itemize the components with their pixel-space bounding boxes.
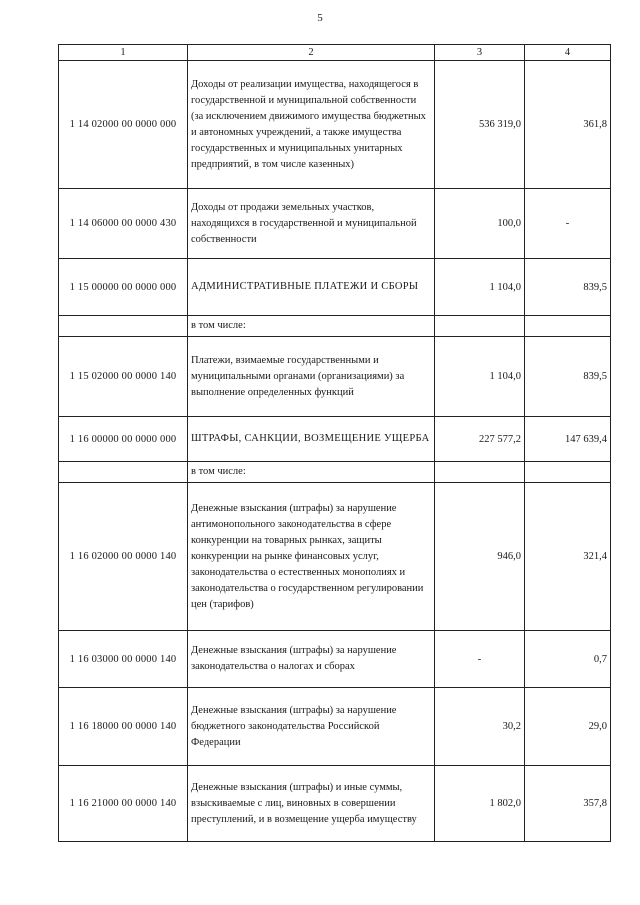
row-code: 1 16 00000 00 0000 000 [59, 417, 188, 462]
row-value-col3: 227 577,2 [435, 417, 525, 462]
row-code: 1 14 02000 00 0000 000 [59, 61, 188, 189]
row-name: в том числе: [188, 462, 435, 483]
row-code: 1 15 00000 00 0000 000 [59, 259, 188, 316]
header-col-2: 2 [188, 45, 435, 61]
table-row [59, 631, 611, 688]
row-value-col3: 946,0 [435, 483, 525, 631]
table-row [59, 61, 611, 189]
header-col-4: 4 [525, 45, 611, 61]
row-value-col3: 536 319,0 [435, 61, 525, 189]
row-value-col4 [525, 462, 611, 483]
row-value-col4: 839,5 [525, 337, 611, 417]
row-name: в том числе: [188, 316, 435, 337]
row-name: Денежные взыскания (штрафы) за нарушение бюджетного законодательства Российской Федерации [188, 688, 435, 766]
row-value-col4: - [525, 189, 611, 259]
row-value-col3: 1 104,0 [435, 337, 525, 417]
table-row [59, 766, 611, 842]
row-value-col3 [435, 462, 525, 483]
table-row [59, 259, 611, 316]
row-value-col3 [435, 316, 525, 337]
header-row [59, 45, 611, 61]
table-row-subheading [59, 462, 611, 483]
table-row [59, 189, 611, 259]
row-value-col4: 361,8 [525, 61, 611, 189]
row-name: Доходы от реализации имущества, находящегося в государственной и муниципальной собственности (за исключением движимого имущества бюджетных и автономных учреждений, а также имущества государственных и муниципальных унитарных предприятий, в том числе казенных) [188, 61, 435, 189]
row-name: Денежные взыскания (штрафы) за нарушение законодательства о налогах и сборах [188, 631, 435, 688]
row-code: 1 16 02000 00 0000 140 [59, 483, 188, 631]
row-code [59, 462, 188, 483]
row-name: ШТРАФЫ, САНКЦИИ, ВОЗМЕЩЕНИЕ УЩЕРБА [188, 417, 435, 462]
row-value-col3: 100,0 [435, 189, 525, 259]
row-code: 1 14 06000 00 0000 430 [59, 189, 188, 259]
row-value-col4: 29,0 [525, 688, 611, 766]
header-col-1: 1 [59, 45, 188, 61]
row-name: Платежи, взимаемые государственными и муниципальными органами (организациями) за выполнение определенных функций [188, 337, 435, 417]
row-name: Денежные взыскания (штрафы) и иные суммы, взыскиваемые с лиц, виновных в совершении преступлений, и в возмещение ущерба имуществу [188, 766, 435, 842]
row-value-col4: 321,4 [525, 483, 611, 631]
row-value-col4: 357,8 [525, 766, 611, 842]
table-row [59, 483, 611, 631]
row-value-col3: 1 104,0 [435, 259, 525, 316]
table-row-subheading [59, 316, 611, 337]
row-name: АДМИНИСТРАТИВНЫЕ ПЛАТЕЖИ И СБОРЫ [188, 259, 435, 316]
table-row [59, 337, 611, 417]
header-col-3: 3 [435, 45, 525, 61]
row-code [59, 316, 188, 337]
row-code: 1 16 21000 00 0000 140 [59, 766, 188, 842]
row-value-col3: 1 802,0 [435, 766, 525, 842]
row-value-col4: 147 639,4 [525, 417, 611, 462]
table-row [59, 417, 611, 462]
row-code: 1 16 03000 00 0000 140 [59, 631, 188, 688]
row-value-col4: 839,5 [525, 259, 611, 316]
row-name: Доходы от продажи земельных участков, находящихся в государственной и муниципальной собственности [188, 189, 435, 259]
row-value-col4 [525, 316, 611, 337]
row-name: Денежные взыскания (штрафы) за нарушение антимонопольного законодательства в сфере конкуренции на товарных рынках, защиты конкуренции на рынке финансовых услуг, законодательства о естественных монополиях и законодательства о государственном регулировании цен (тарифов) [188, 483, 435, 631]
table-row [59, 688, 611, 766]
revenue-table [58, 44, 611, 842]
row-value-col3: 30,2 [435, 688, 525, 766]
page-number: 5 [317, 12, 323, 24]
row-code: 1 15 02000 00 0000 140 [59, 337, 188, 417]
row-value-col3: - [435, 631, 525, 688]
row-value-col4: 0,7 [525, 631, 611, 688]
row-code: 1 16 18000 00 0000 140 [59, 688, 188, 766]
